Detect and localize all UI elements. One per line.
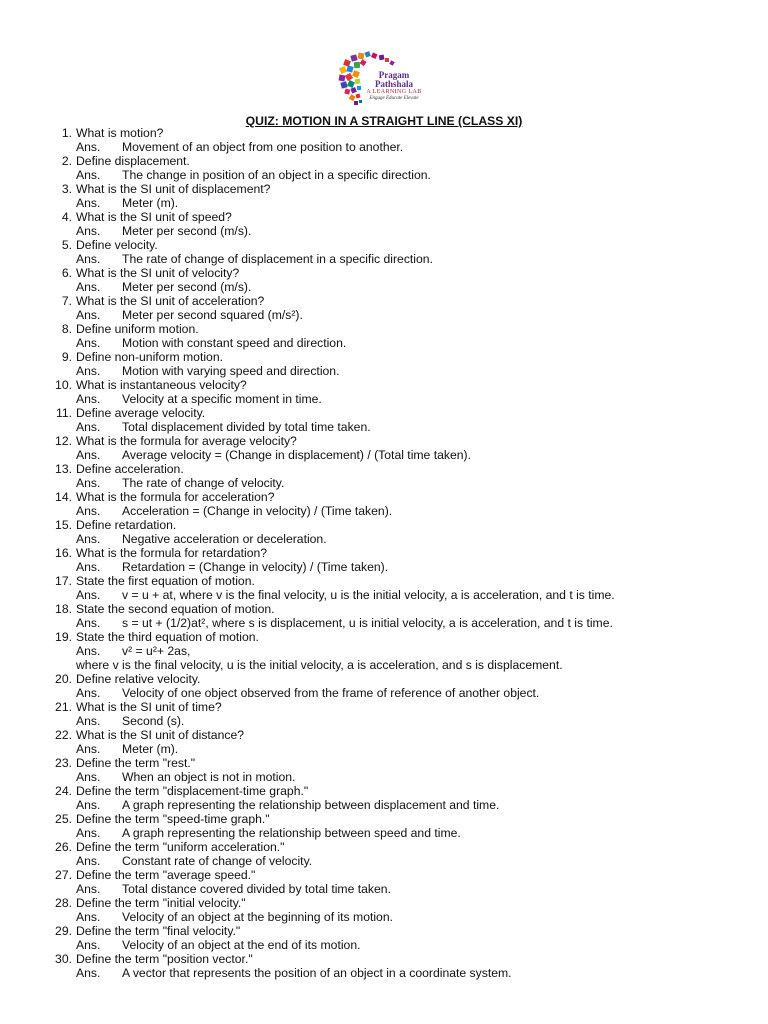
quiz-item [52, 630, 752, 672]
answer-text: Velocity of one object observed from the frame of reference of another object. [122, 686, 540, 700]
quiz-item [52, 784, 752, 812]
question-text: What is the SI unit of displacement? [76, 182, 271, 196]
answer-row [52, 644, 752, 658]
quiz-item [52, 672, 752, 700]
quiz-item [52, 868, 752, 896]
answer-row [52, 770, 752, 784]
answer-row [52, 714, 752, 728]
answer-text: Constant rate of change of velocity. [122, 854, 313, 868]
question-text: Define the term "rest." [76, 756, 196, 770]
answer-continuation-text: where v is the final velocity, u is the initial velocity, a is acceleration, and s is displacement. [76, 658, 563, 672]
question-row [52, 728, 752, 742]
question-row [52, 630, 752, 644]
answer-label: Ans. [76, 364, 101, 378]
quiz-list [52, 126, 752, 980]
answer-text: Retardation = (Change in velocity) / (Time taken). [122, 560, 389, 574]
answer-row [52, 616, 752, 630]
answer-text: Motion with varying speed and direction. [122, 364, 340, 378]
question-row [52, 756, 752, 770]
question-text: What is the SI unit of distance? [76, 728, 245, 742]
question-number: 13. [55, 462, 72, 476]
answer-text: Meter (m). [122, 742, 179, 756]
question-row [52, 126, 752, 140]
answer-row [52, 504, 752, 518]
question-number: 4. [61, 210, 72, 224]
logo-tagline: A LEARNING LAB [366, 89, 422, 95]
answer-label: Ans. [76, 140, 101, 154]
question-text: State the first equation of motion. [76, 574, 255, 588]
answer-text: Total distance covered divided by total time taken. [122, 882, 391, 896]
question-number: 19. [55, 630, 72, 644]
question-text: Define the term "displacement-time graph." [76, 784, 309, 798]
answer-row [52, 938, 752, 952]
answer-label: Ans. [76, 476, 101, 490]
question-text: What is the formula for average velocity? [76, 434, 297, 448]
quiz-item [52, 182, 752, 210]
question-row [52, 238, 752, 252]
answer-row [52, 798, 752, 812]
question-row [52, 574, 752, 588]
answer-text: Velocity of an object at the beginning of its motion. [122, 910, 394, 924]
question-number: 18. [55, 602, 72, 616]
question-text: What is the SI unit of acceleration? [76, 294, 265, 308]
quiz-item [52, 896, 752, 924]
question-text: Define retardation. [76, 518, 177, 532]
answer-label: Ans. [76, 504, 101, 518]
quiz-item [52, 952, 752, 980]
quiz-item [52, 294, 752, 322]
answer-row [52, 252, 752, 266]
answer-label: Ans. [76, 938, 101, 952]
question-text: Define the term "position vector." [76, 952, 253, 966]
question-row [52, 812, 752, 826]
quiz-item [52, 518, 752, 546]
quiz-item [52, 406, 752, 434]
answer-text: v = u + at, where v is the final velocity, u is the initial velocity, a is acceleration, and t is time. [122, 588, 615, 602]
question-row [52, 896, 752, 910]
answer-row [52, 140, 752, 154]
answer-label: Ans. [76, 224, 101, 238]
quiz-item [52, 462, 752, 490]
logo [330, 50, 420, 112]
question-row [52, 434, 752, 448]
answer-row [52, 882, 752, 896]
answer-row [52, 308, 752, 322]
question-number: 2. [61, 154, 72, 168]
quiz-item [52, 434, 752, 462]
question-number: 14. [55, 490, 72, 504]
logo-name-line1: Pragam [378, 70, 410, 80]
answer-text: Average velocity = (Change in displacement) / (Total time taken). [122, 448, 471, 462]
answer-label: Ans. [76, 714, 101, 728]
answer-label: Ans. [76, 448, 101, 462]
question-row [52, 546, 752, 560]
question-number: 1. [61, 126, 72, 140]
question-text: Define the term "initial velocity." [76, 896, 246, 910]
answer-label: Ans. [76, 588, 101, 602]
question-number: 17. [55, 574, 72, 588]
question-row [52, 924, 752, 938]
answer-text: Meter per second (m/s). [122, 224, 252, 238]
question-number: 8. [61, 322, 72, 336]
answer-text: A graph representing the relationship between speed and time. [122, 826, 461, 840]
question-number: 5. [61, 238, 72, 252]
question-text: Define the term "final velocity." [76, 924, 241, 938]
answer-row [52, 364, 752, 378]
answer-label: Ans. [76, 532, 101, 546]
question-number: 9. [61, 350, 72, 364]
quiz-item [52, 378, 752, 406]
quiz-item [52, 728, 752, 756]
quiz-item [52, 490, 752, 518]
question-text: What is motion? [76, 126, 164, 140]
answer-row [52, 280, 752, 294]
question-text: State the second equation of motion. [76, 602, 275, 616]
question-text: What is the formula for acceleration? [76, 490, 275, 504]
answer-row [52, 588, 752, 602]
answer-continuation-row [52, 658, 752, 672]
question-row [52, 840, 752, 854]
question-row [52, 350, 752, 364]
question-number: 25. [55, 812, 72, 826]
question-row [52, 266, 752, 280]
answer-text: s = ut + (1/2)at², where s is displacement, u is initial velocity, a is acceleration, and t is time. [122, 616, 613, 630]
answer-label: Ans. [76, 770, 101, 784]
answer-text: Meter (m). [122, 196, 179, 210]
question-text: What is the SI unit of time? [76, 700, 222, 714]
question-number: 16. [55, 546, 72, 560]
question-text: Define displacement. [76, 154, 190, 168]
question-row [52, 700, 752, 714]
answer-label: Ans. [76, 854, 101, 868]
question-row [52, 210, 752, 224]
quiz-item [52, 350, 752, 378]
question-number: 28. [55, 896, 72, 910]
answer-label: Ans. [76, 644, 101, 658]
quiz-item [52, 700, 752, 728]
answer-label: Ans. [76, 966, 101, 980]
answer-row [52, 392, 752, 406]
question-text: Define acceleration. [76, 462, 184, 476]
quiz-item [52, 238, 752, 266]
answer-text: Meter per second squared (m/s²). [122, 308, 303, 322]
answer-label: Ans. [76, 420, 101, 434]
question-number: 7. [61, 294, 72, 308]
question-text: State the third equation of motion. [76, 630, 259, 644]
quiz-item [52, 574, 752, 602]
answer-row [52, 224, 752, 238]
logo-motto: Engage Educate Elevate [369, 96, 419, 101]
answer-row [52, 336, 752, 350]
answer-text: Movement of an object from one position to another. [122, 140, 404, 154]
question-text: Define the term "average speed." [76, 868, 256, 882]
quiz-item [52, 546, 752, 574]
answer-row [52, 532, 752, 546]
answer-label: Ans. [76, 560, 101, 574]
answer-text: Velocity at a specific moment in time. [122, 392, 322, 406]
question-number: 12. [55, 434, 72, 448]
answer-text: Velocity of an object at the end of its motion. [122, 938, 361, 952]
answer-label: Ans. [76, 252, 101, 266]
answer-row [52, 966, 752, 980]
answer-row [52, 910, 752, 924]
answer-row [52, 686, 752, 700]
answer-label: Ans. [76, 882, 101, 896]
question-number: 22. [55, 728, 72, 742]
answer-label: Ans. [76, 168, 101, 182]
answer-label: Ans. [76, 616, 101, 630]
answer-label: Ans. [76, 910, 101, 924]
question-row [52, 462, 752, 476]
question-text: What is instantaneous velocity? [76, 378, 247, 392]
answer-text: The rate of change of displacement in a specific direction. [122, 252, 433, 266]
answer-row [52, 742, 752, 756]
answer-text: v² = u²+ 2as, [122, 644, 191, 658]
quiz-item [52, 210, 752, 238]
question-number: 29. [55, 924, 72, 938]
question-text: What is the SI unit of velocity? [76, 266, 240, 280]
question-number: 24. [55, 784, 72, 798]
question-number: 3. [61, 182, 72, 196]
answer-label: Ans. [76, 798, 101, 812]
question-row [52, 518, 752, 532]
question-text: What is the SI unit of speed? [76, 210, 232, 224]
page-title: QUIZ: MOTION IN A STRAIGHT LINE (CLASS XI) [245, 114, 523, 128]
question-number: 20. [55, 672, 72, 686]
question-number: 30. [55, 952, 72, 966]
quiz-item [52, 266, 752, 294]
answer-text: A vector that represents the position of an object in a coordinate system. [122, 966, 512, 980]
answer-text: Meter per second (m/s). [122, 280, 252, 294]
question-row [52, 322, 752, 336]
answer-label: Ans. [76, 336, 101, 350]
quiz-item [52, 812, 752, 840]
answer-text: When an object is not in motion. [122, 770, 296, 784]
question-text: Define relative velocity. [76, 672, 201, 686]
quiz-item [52, 322, 752, 350]
question-text: Define average velocity. [76, 406, 206, 420]
answer-label: Ans. [76, 392, 101, 406]
question-number: 23. [55, 756, 72, 770]
answer-row [52, 560, 752, 574]
quiz-item [52, 840, 752, 868]
answer-label: Ans. [76, 196, 101, 210]
question-number: 15. [55, 518, 72, 532]
question-row [52, 784, 752, 798]
answer-label: Ans. [76, 308, 101, 322]
answer-text: Second (s). [122, 714, 185, 728]
question-row [52, 378, 752, 392]
question-number: 6. [61, 266, 72, 280]
answer-row [52, 448, 752, 462]
answer-text: Acceleration = (Change in velocity) / (Time taken). [122, 504, 393, 518]
answer-text: The change in position of an object in a specific direction. [122, 168, 431, 182]
answer-text: Total displacement divided by total time taken. [122, 420, 371, 434]
question-text: Define velocity. [76, 238, 158, 252]
answer-row [52, 196, 752, 210]
quiz-item [52, 602, 752, 630]
question-row [52, 952, 752, 966]
question-row [52, 294, 752, 308]
question-text: Define non-uniform motion. [76, 350, 223, 364]
question-row [52, 490, 752, 504]
answer-row [52, 168, 752, 182]
answer-row [52, 420, 752, 434]
question-number: 21. [55, 700, 72, 714]
answer-text: Negative acceleration or deceleration. [122, 532, 327, 546]
answer-row [52, 476, 752, 490]
question-text: What is the formula for retardation? [76, 546, 268, 560]
question-row [52, 868, 752, 882]
question-text: Define the term "uniform acceleration." [76, 840, 285, 854]
question-number: 26. [55, 840, 72, 854]
question-row [52, 406, 752, 420]
question-text: Define the term "speed-time graph." [76, 812, 270, 826]
question-row [52, 602, 752, 616]
question-number: 27. [55, 868, 72, 882]
question-row [52, 154, 752, 168]
answer-text: A graph representing the relationship between displacement and time. [122, 798, 500, 812]
answer-text: The rate of change of velocity. [122, 476, 285, 490]
answer-label: Ans. [76, 826, 101, 840]
question-row [52, 182, 752, 196]
answer-label: Ans. [76, 742, 101, 756]
question-row [52, 672, 752, 686]
logo-name-line2: Pathshala [374, 79, 413, 89]
quiz-item [52, 756, 752, 784]
answer-row [52, 854, 752, 868]
answer-label: Ans. [76, 686, 101, 700]
quiz-item [52, 126, 752, 154]
question-text: Define uniform motion. [76, 322, 199, 336]
answer-label: Ans. [76, 280, 101, 294]
answer-row [52, 826, 752, 840]
quiz-item [52, 924, 752, 952]
question-number: 11. [55, 406, 72, 420]
quiz-item [52, 154, 752, 182]
answer-text: Motion with constant speed and direction. [122, 336, 347, 350]
question-number: 10. [55, 378, 72, 392]
